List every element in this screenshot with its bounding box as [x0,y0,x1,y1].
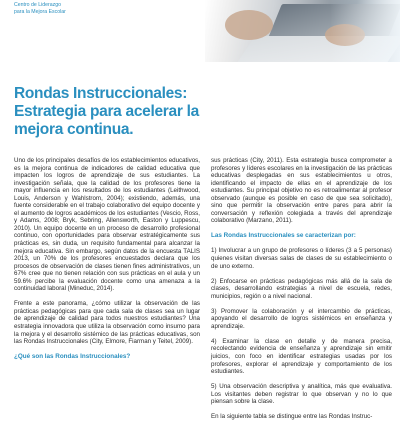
list-item: 4) Examinar la clase en detalle y de manera precisa, recolectando evidencia de enseñanza y aprendizaje sin emitir juicios, con foco en identificar estrategias usadas por los profesores, explorar el aprendizaje y comportamiento de los estudiantes. [211,337,392,376]
header-photo [205,0,400,62]
list-item: 2) Enfocarse en prácticas pedagógicas más allá de la sala de clases, desarrollando estrategias a nivel de escuela, redes, municipios, región o a nivel nacional. [211,277,392,300]
list-item: 3) Promover la colaboración y el intercambio de prácticas, apoyando el desarrollo de logros sistémicos en enseñanza y aprendizaje. [211,307,392,330]
header [0,0,400,62]
org-line-2: para la Mejora Escolar [14,8,66,15]
organization-name [14,2,66,15]
left-column [14,157,200,368]
characteristics-list [211,247,392,405]
article-title: Rondas Instruccionales: Estrategia para acelerar la mejora continua. [14,85,199,138]
right-outro-paragraph: En la siguiente tabla se distingue entre las Rondas Instruc- [211,413,373,421]
hand-shape [225,10,273,40]
left-subhead: ¿Qué son las Rondas Instruccionales? [14,353,131,361]
right-intro-paragraph: sus prácticas (City, 2011). Esta estrategia busca comprometer a profesores y líderes escolares en la investigación de las prácticas educativas desplegadas en sus establecimientos u otros, identificando el impacto de ellas en el aprendizaje de los estudiantes. Su principal objetivo no es retroalimentar al profesor observado (aunque es posible en caso de que sea solicitado), sino que permitir la observación entre pares para abrir la conversación y reflexión colegiada a través del aprendizaje colaborativo (Marzano, 2011). [211,157,392,225]
photo-glare [330,0,400,62]
left-paragraph-2: Frente a este panorama, ¿cómo utilizar la observación de las prácticas pedagógicas para que cada sala de clases sea un lugar de aprendizaje de calidad para todos nuestros estudiantes? Una estrategia innovadora que utiliza la observación como insumo para la mejora y el desarrollo sistémico de las prácticas educativas, son las Rondas Instruccionales (City, Elmore, Fiarman y Teitel, 2009). [14,300,200,346]
list-item: 1) Involucrar a un grupo de profesores o líderes (3 a 5 personas) quienes visitan diversas salas de clases de su establecimiento o de uno externo. [211,247,392,270]
right-subhead: Las Rondas Instruccionales se caracterizan por: [211,232,356,240]
list-item: 5) Una observación descriptiva y analítica, más que evaluativa. Los visitantes deben registrar lo que observan y no lo que piensan sobre la clase. [211,383,392,406]
left-paragraph-1: Uno de los principales desafíos de los establecimientos educativos, es la mejora continua de indicadores de calidad educativa que impacten los logros de aprendizaje de sus estudiantes. La investigación señala, que la calidad de los profesores tiene la mayor influencia en los resultados de los estudiantes (Leithwood, Louis, Anderson y Wahlstrom, 2004); existiendo, además, una fuente considerable en el trabajo colaborativo del equipo docente y el aumento de logros académicos de los estudiantes (Vescio, Ross, y Adams, 2008; Bryk, Sebring, Allensworth, Easton y Luppescu, 2010). Un equipo docente en un proceso de desarrollo profesional continuo, con oportunidades para observar estratégicamente sus prácticas es, sin duda, un requisito fundamental para alcanzar la mejora educativa. Sin embargo, según datos de la encuesta TALIS 2013, un 70% de los profesores encuestados declara que los procesos de observación de clases tienen fines administrativos, un 67% cree que no tienen relación con sus prácticas en el aula y un 59.6% percibe la evaluación docente como una amenaza a la continuidad laboral (Mineduc, 2014). [14,157,200,293]
org-line-1: Centro de Liderazgo [14,2,62,8]
right-column [211,157,392,428]
